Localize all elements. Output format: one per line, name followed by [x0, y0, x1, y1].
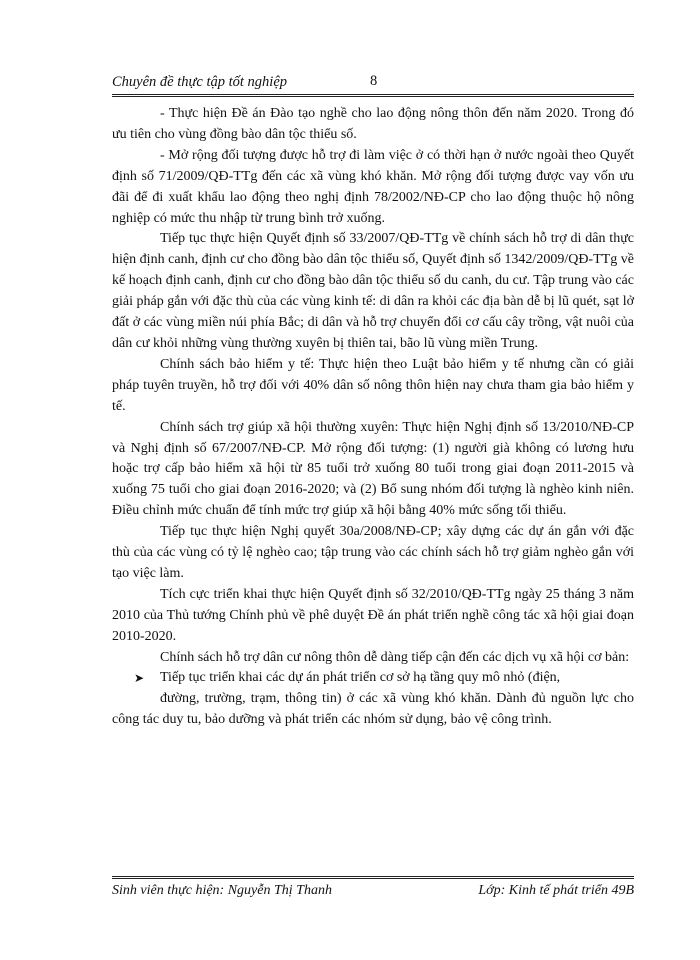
paragraph-basic-services: Chính sách hỗ trợ dân cư nông thôn dễ dàng tiếp cận đến các dịch vụ xã hội cơ bản:: [160, 649, 630, 665]
footer-class: Lớp: Kinh tế phát triển 49B: [478, 883, 634, 898]
paragraph-resettlement: Tiếp tục thực hiện Quyết định số 33/2007/QĐ-TTg về chính sách hỗ trợ di dân thực hiện định canh, định cư cho đồng bào dân tộc thiểu số, Quyết định số 1342/2009/QĐ-TTg về kế hoạch định canh, định cư cho đồng bào dân tộc thiểu số du canh, du cư. Tập trung vào các giải pháp gắn với đặc thù của các vùng kinh tế: di dân ra khỏi các địa bàn dễ bị lũ quét, sạt lở đất ở các vùng miền núi phía Bắc; di dân và hỗ trợ chuyển đổi cơ cấu cây trồng, vật nuôi của dân cư khỏi những vùng thường xuyên bị thiên tai, bão lũ vùng miền Trung.: [112, 231, 634, 351]
footer-student: Sinh viên thực hiện: Nguyễn Thị Thanh: [112, 883, 332, 898]
page-number: 8: [370, 73, 378, 89]
page-header: [112, 72, 634, 97]
paragraph-social-work: Tích cực triển khai thực hiện Quyết định số 32/2010/QĐ-TTg ngày 25 tháng 3 năm 2010 của Thủ tướng Chính phủ về phê duyệt Đề án phát triển nghề công tác xã hội giai đoạn 2010-2020.: [112, 586, 634, 644]
paragraph-health-insurance: Chính sách bảo hiểm y tế: Thực hiện theo Luật bảo hiểm y tế nhưng cần có giải pháp tuyên truyền, hỗ trợ đối với 40% dân số nông thôn hiện nay chưa tham gia bảo hiểm y tế.: [112, 356, 634, 414]
paragraph-vocational-training: - Thực hiện Đề án Đào tạo nghề cho lao động nông thôn đến năm 2020. Trong đó ưu tiên cho vùng đồng bào dân tộc thiểu số.: [112, 106, 634, 142]
document-body: [112, 104, 634, 731]
bullet-first-line: Tiếp tục triển khai các dự án phát triển cơ sở hạ tầng quy mô nhỏ (điện,: [160, 670, 561, 686]
paragraph-resolution-30a: Tiếp tục thực hiện Nghị quyết 30a/2008/NĐ-CP; xây dựng các dự án gắn với đặc thù của các vùng có tỷ lệ nghèo cao; tập trung vào các chính sách hỗ trợ giảm nghèo gắn với tạo việc làm.: [112, 524, 634, 581]
paragraph-labor-export: - Mở rộng đối tượng được hỗ trợ đi làm việc ở có thời hạn ở nước ngoài theo Quyết định số 71/2009/QĐ-TTg đến các xã vùng khó khăn. Mở rộng đối tượng được vay vốn ưu đãi để đi xuất khẩu lao động theo nghị định 78/2002/NĐ-CP cho lao động thuộc hộ nông nghiệp có mức thu nhập từ trung bình trở xuống.: [112, 147, 634, 226]
bullet-continuation: đường, trường, trạm, thông tin) ở các xã vùng khó khăn. Dành đủ nguồn lực cho công tác duy tu, bảo dưỡng và phát triển các nhóm sử dụng, bảo vệ công trình.: [112, 691, 634, 728]
bullet-item-infrastructure: [112, 668, 634, 689]
paragraph-social-assistance: Chính sách trợ giúp xã hội thường xuyên: Thực hiện Nghị định số 13/2010/NĐ-CP và Nghị định số 67/2007/NĐ-CP. Mở rộng đối tượng: (1) người già không có lương hưu hoặc trợ cấp bảo hiểm xã hội từ 85 tuổi trở xuống 80 tuổi trong giai đoạn 2011-2015 và xuống 75 tuổi cho giai đoạn 2016-2020; và (2) Bổ sung nhóm đối tượng là nghèo kinh niên. Điều chỉnh mức chuẩn để tính mức trợ giúp xã hội bằng 40% mức sống tối thiểu.: [112, 419, 634, 519]
page-footer: [112, 876, 634, 901]
header-title: Chuyên đề thực tập tốt nghiệp: [112, 74, 288, 90]
arrow-bullet-icon: ➤: [134, 671, 145, 686]
